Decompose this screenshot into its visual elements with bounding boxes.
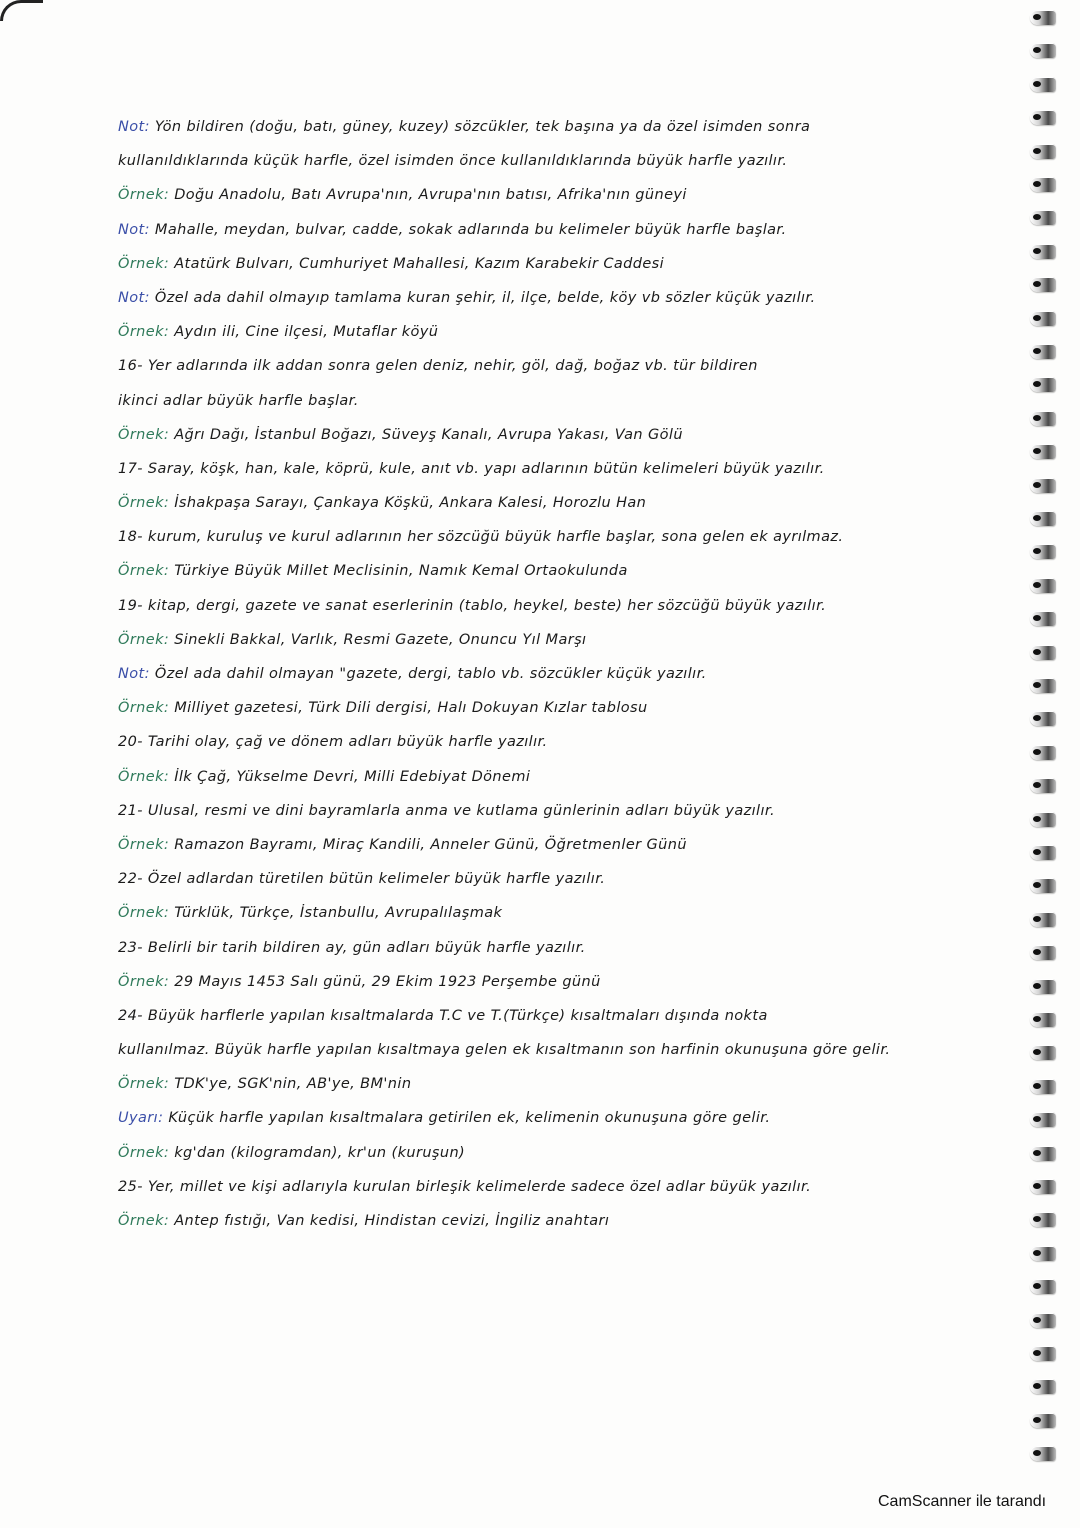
line-label: Örnek: <box>118 1076 175 1093</box>
spiral-ring <box>1030 1313 1056 1328</box>
line-text: İshakpaşa Sarayı, Çankaya Köşkü, Ankara Kalesi, Horozlu Han <box>174 495 647 512</box>
spiral-ring <box>1030 478 1056 493</box>
corner-mark <box>0 0 43 21</box>
line-text: 17- Saray, köşk, han, kale, köprü, kule, anıt vb. yapı adlarının bütün kelimeleri büyük yazılır. <box>118 460 825 477</box>
line-text: 18- kurum, kuruluş ve kurul adlarının her sözcüğü büyük harfle başlar, sona gelen ek ayrılmaz. <box>118 529 844 546</box>
note-line-22 <box>118 828 1018 862</box>
note-line-30 <box>118 1101 1018 1135</box>
line-text: Türkiye Büyük Millet Meclisinin, Namık Kemal Ortaokulunda <box>174 563 628 580</box>
note-line-7 <box>118 315 1018 349</box>
line-text: kullanılmaz. Büyük harfle yapılan kısaltmaya gelen ek kısaltmanın son harfinin okunuşuna göre gelir. <box>118 1042 891 1059</box>
spiral-ring <box>1030 1212 1056 1227</box>
line-label: Not: <box>118 221 155 238</box>
spiral-ring <box>1030 377 1056 392</box>
spiral-ring <box>1030 1146 1056 1161</box>
note-line-27 <box>118 999 1018 1033</box>
line-text: ikinci adlar büyük harfle başlar. <box>118 392 359 409</box>
note-line-3 <box>118 178 1018 212</box>
line-text: Yön bildiren (doğu, batı, güney, kuzey) sözcükler, tek başına ya da özel isimden sonra <box>154 119 811 135</box>
note-line-8 <box>118 349 1018 383</box>
spiral-ring <box>1030 645 1056 660</box>
line-label: Örnek: <box>118 1144 175 1161</box>
spiral-ring <box>1030 1446 1056 1461</box>
spiral-ring <box>1030 1112 1056 1127</box>
line-label: Örnek: <box>118 426 175 443</box>
note-line-21 <box>118 794 1018 828</box>
line-text: Ağrı Dağı, İstanbul Boğazı, Süveyş Kanalı, Avrupa Yakası, Van Gölü <box>174 426 683 443</box>
line-text: Özel ada dahil olmayıp tamlama kuran şehir, il, ilçe, belde, köy vb sözler küçük yazılır. <box>154 289 816 306</box>
spiral-ring <box>1030 1246 1056 1261</box>
line-text: 21- Ulusal, resmi ve dini bayramlarla anma ve kutlama günlerinin adları büyük yazılır. <box>118 802 775 819</box>
line-text: 20- Tarihi olay, çağ ve dönem adları büyük harfle yazılır. <box>118 734 548 751</box>
line-text: 22- Özel adlardan türetilen bütün kelimeler büyük harfle yazılır. <box>118 871 606 888</box>
line-label: Örnek: <box>118 255 175 272</box>
spiral-ring <box>1030 1346 1056 1361</box>
line-text: 25- Yer, millet ve kişi adlarıyla kurulan birleşik kelimelerde sadece özel adlar büyük yazılır. <box>118 1178 812 1195</box>
spiral-ring <box>1030 845 1056 860</box>
spiral-ring <box>1030 1279 1056 1294</box>
note-line-11 <box>118 452 1018 486</box>
spiral-ring <box>1030 411 1056 426</box>
spiral-ring <box>1030 444 1056 459</box>
spiral-ring <box>1030 611 1056 626</box>
note-line-4 <box>118 213 1018 247</box>
spiral-ring <box>1030 1179 1056 1194</box>
line-text: kullanıldıklarında küçük harfle, özel isimden önce kullanıldıklarında büyük harfle yazılır. <box>118 153 788 170</box>
note-line-31 <box>118 1136 1018 1170</box>
line-text: 24- Büyük harflerle yapılan kısaltmalarda T.C ve T.(Türkçe) kısaltmaları dışında nokta <box>118 1007 768 1024</box>
line-label: Uyarı: <box>118 1110 169 1127</box>
line-label: Örnek: <box>118 768 175 785</box>
note-line-17 <box>118 657 1018 691</box>
line-label: Örnek: <box>118 1213 175 1229</box>
spiral-ring <box>1030 912 1056 927</box>
line-text: Özel ada dahil olmayan "gazete, dergi, tablo vb. sözcükler küçük yazılır. <box>154 666 707 682</box>
line-label: Not: <box>118 666 155 682</box>
line-text: Milliyet gazetesi, Türk Dili dergisi, Halı Dokuyan Kızlar tablosu <box>174 700 648 717</box>
spiral-ring <box>1030 511 1056 526</box>
spiral-ring <box>1030 77 1056 92</box>
note-line-23 <box>118 862 1018 896</box>
spiral-binding <box>1022 10 1058 1480</box>
note-line-15 <box>118 589 1018 623</box>
note-line-25 <box>118 931 1018 965</box>
spiral-ring <box>1030 711 1056 726</box>
spiral-ring <box>1030 277 1056 292</box>
spiral-ring <box>1030 812 1056 827</box>
line-label: Örnek: <box>118 973 175 990</box>
spiral-ring <box>1030 311 1056 326</box>
note-line-24 <box>118 896 1018 930</box>
spiral-ring <box>1030 544 1056 559</box>
line-label: Örnek: <box>118 836 175 853</box>
line-text: 29 Mayıs 1453 Salı günü, 29 Ekim 1923 Perşembe günü <box>174 973 601 990</box>
note-line-16 <box>118 623 1018 657</box>
note-line-13 <box>118 520 1018 554</box>
line-text: kg'dan (kilogramdan), kr'un (kuruşun) <box>174 1144 466 1161</box>
line-label: Not: <box>118 289 155 306</box>
line-text: 23- Belirli bir tarih bildiren ay, gün adları büyük harfle yazılır. <box>118 939 586 956</box>
note-line-12 <box>118 486 1018 520</box>
spiral-ring <box>1030 10 1056 25</box>
spiral-ring <box>1030 1379 1056 1394</box>
note-line-1 <box>118 110 1018 144</box>
note-line-26 <box>118 965 1018 999</box>
spiral-ring <box>1030 778 1056 793</box>
spiral-ring <box>1030 177 1056 192</box>
line-text: Mahalle, meydan, bulvar, cadde, sokak adlarında bu kelimeler büyük harfle başlar. <box>154 221 787 238</box>
note-line-32 <box>118 1170 1018 1204</box>
spiral-ring <box>1030 945 1056 960</box>
line-label: Örnek: <box>118 187 175 204</box>
note-line-9 <box>118 384 1018 418</box>
line-label: Örnek: <box>118 631 175 648</box>
spiral-ring <box>1030 1413 1056 1428</box>
note-line-20 <box>118 760 1018 794</box>
spiral-ring <box>1030 878 1056 893</box>
line-text: Sinekli Bakkal, Varlık, Resmi Gazete, Onuncu Yıl Marşı <box>174 631 587 648</box>
spiral-ring <box>1030 1079 1056 1094</box>
line-text: Antep fıstığı, Van kedisi, Hindistan cevizi, İngiliz anahtarı <box>174 1213 610 1229</box>
line-text: Küçük harfle yapılan kısaltmalara getirilen ek, kelimenin okunuşuna göre gelir. <box>168 1110 771 1127</box>
spiral-ring <box>1030 244 1056 259</box>
spiral-ring <box>1030 344 1056 359</box>
note-line-19 <box>118 725 1018 759</box>
line-label: Not: <box>118 119 155 135</box>
spiral-ring <box>1030 578 1056 593</box>
spiral-ring <box>1030 979 1056 994</box>
line-text: 19- kitap, dergi, gazete ve sanat eserlerinin (tablo, heykel, beste) her sözcüğü büyük yazılır. <box>118 597 827 614</box>
line-text: Atatürk Bulvarı, Cumhuriyet Mahallesi, Kazım Karabekir Caddesi <box>174 255 665 272</box>
line-label: Örnek: <box>118 324 175 341</box>
handwritten-notes <box>118 110 1018 1238</box>
note-line-6 <box>118 281 1018 315</box>
note-line-29 <box>118 1067 1018 1101</box>
line-text: TDK'ye, SGK'nin, AB'ye, BM'nin <box>174 1076 412 1093</box>
line-text: Doğu Anadolu, Batı Avrupa'nın, Avrupa'nın batısı, Afrika'nın güneyi <box>174 187 687 204</box>
spiral-ring <box>1030 1045 1056 1060</box>
line-label: Örnek: <box>118 905 175 922</box>
line-text: 16- Yer adlarında ilk addan sonra gelen deniz, nehir, göl, dağ, boğaz vb. tür bildiren <box>118 358 758 375</box>
note-line-14 <box>118 554 1018 588</box>
spiral-ring <box>1030 43 1056 58</box>
spiral-ring <box>1030 678 1056 693</box>
note-line-5 <box>118 247 1018 281</box>
line-label: Örnek: <box>118 563 175 580</box>
note-line-28 <box>118 1033 1018 1067</box>
line-text: Türklük, Türkçe, İstanbullu, Avrupalılaşmak <box>174 905 503 922</box>
line-label: Örnek: <box>118 700 175 717</box>
line-text: Aydın ili, Cine ilçesi, Mutaflar köyü <box>174 324 439 341</box>
line-text: Ramazon Bayramı, Miraç Kandili, Anneler Günü, Öğretmenler Günü <box>174 836 687 853</box>
spiral-ring <box>1030 144 1056 159</box>
line-label: Örnek: <box>118 495 175 512</box>
spiral-ring <box>1030 110 1056 125</box>
line-text: İlk Çağ, Yükselme Devri, Milli Edebiyat Dönemi <box>174 768 531 785</box>
spiral-ring <box>1030 210 1056 225</box>
note-line-33 <box>118 1204 1018 1238</box>
spiral-ring <box>1030 1012 1056 1027</box>
note-line-2 <box>118 144 1018 178</box>
scanner-watermark: CamScanner ile tarandı <box>878 1493 1047 1510</box>
spiral-ring <box>1030 745 1056 760</box>
note-line-18 <box>118 691 1018 725</box>
note-line-10 <box>118 418 1018 452</box>
